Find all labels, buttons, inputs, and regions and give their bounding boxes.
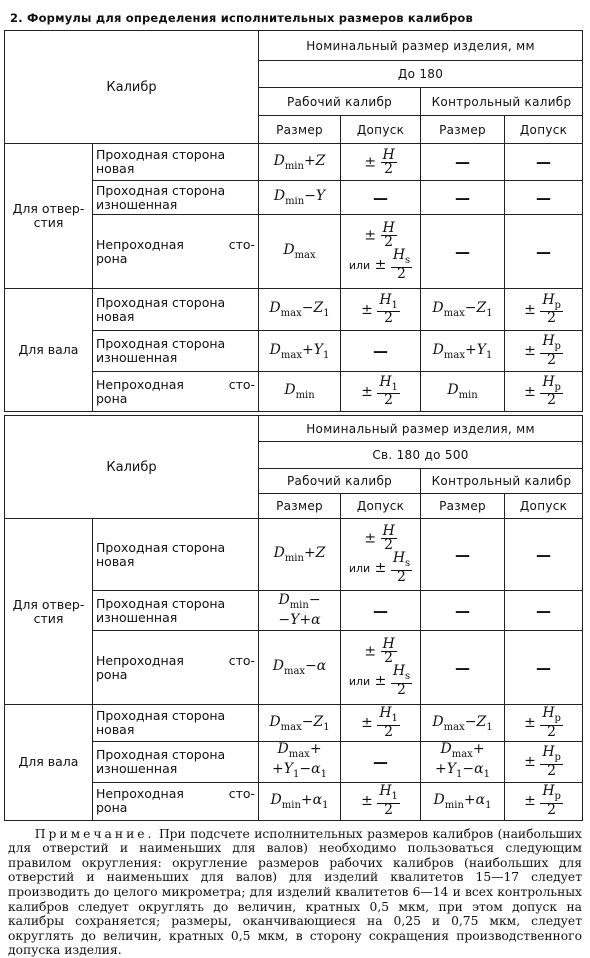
row-name: Проходная сторона новая [93, 289, 259, 331]
table-row [5, 519, 583, 591]
dash-cell: — [505, 215, 583, 289]
note-label: Примечание. [34, 826, 155, 841]
formula-cell: $D_{max}-Z_1$ [259, 705, 341, 742]
formula-cell: ± $\frac{H_1}{2}$ [341, 782, 421, 820]
row-name: Проходная сторона новая [93, 144, 259, 181]
group-hole: Для отвер-стия [5, 519, 93, 705]
formula-cell: $D_{max}+Y_1$ [259, 331, 341, 372]
header-control: Контрольный калибр [421, 88, 583, 116]
row-name: Проходная сторона новая [93, 705, 259, 742]
dash-cell: — [341, 331, 421, 372]
dash-cell: — [505, 519, 583, 591]
header-control: Контрольный калибр [421, 469, 583, 494]
formula-cell: ± $\frac{H_1}{2}$ [341, 372, 421, 412]
header-size: Размер [259, 494, 341, 519]
dash-cell: — [421, 144, 505, 181]
formula-cell: $D_{max}-Z_1$ [421, 289, 505, 331]
dash-cell: — [421, 631, 505, 705]
dash-cell: — [341, 181, 421, 215]
formula-cell: ± $\frac{H_1}{2}$ [341, 705, 421, 742]
formula-cell: $D_{min}$ [259, 372, 341, 412]
group-shaft: Для вала [5, 289, 93, 412]
dash-cell: — [505, 144, 583, 181]
formula-cell: $D_{max}-Z_1$ [421, 705, 505, 742]
dash-cell: — [505, 181, 583, 215]
row-name: Непроходная сто- рона [93, 782, 259, 820]
header-kalibr: Калибр [5, 31, 259, 144]
formula-cell: $D_{max}-Z_1$ [259, 289, 341, 331]
formula-cell: $D_{min}+Z$ [259, 144, 341, 181]
header-tol: Допуск [505, 116, 583, 144]
dash-cell: — [505, 591, 583, 631]
formula-cell: $D_{max}+$ $+Y_1-\alpha_1$ [259, 742, 341, 783]
dash-cell: — [421, 215, 505, 289]
formula-cell: $D_{min}-Y$ [259, 181, 341, 215]
formula-cell: ± $\frac{H_p}{2}$ [505, 742, 583, 783]
formula-cell: ± $\frac{H}{2}$ или ± $\frac{H_s}{2}$ [341, 519, 421, 591]
formula-cell: $D_{min}-$ −Y+α [259, 591, 341, 631]
dash-cell: — [505, 631, 583, 705]
formula-cell: $D_{min}+Z$ [259, 519, 341, 591]
table-row [5, 705, 583, 742]
formula-cell: ± $\frac{H_p}{2}$ [505, 705, 583, 742]
formula-cell: $D_{max}+$ $+Y_1-\alpha_1$ [421, 742, 505, 783]
row-name: Проходная сторона изношенная [93, 591, 259, 631]
header-size: Размер [421, 116, 505, 144]
footnote [8, 827, 582, 958]
dash-cell: — [421, 519, 505, 591]
formula-cell: $D_{max}$ [259, 215, 341, 289]
header-tol: Допуск [341, 116, 421, 144]
formula-cell: ± $\frac{H_p}{2}$ [505, 372, 583, 412]
table-title: 2. Формулы для определения исполнительных размеров калибров [10, 11, 473, 25]
group-shaft: Для вала [5, 705, 93, 821]
header-tol: Допуск [341, 494, 421, 519]
table-row [5, 289, 583, 331]
header-kalibr: Калибр [5, 416, 259, 519]
formula-cell: ± $\frac{H_p}{2}$ [505, 331, 583, 372]
header-size: Размер [259, 116, 341, 144]
header-nominal: Номинальный размер изделия, мм [259, 31, 583, 61]
row-name: Проходная сторона новая [93, 519, 259, 591]
row-name: Проходная сторона изношенная [93, 742, 259, 783]
header-working: Рабочий калибр [259, 469, 421, 494]
header-range-1: До 180 [259, 61, 583, 88]
formula-cell: $D_{min}$ [421, 372, 505, 412]
formula-table [4, 30, 583, 821]
formula-cell: ± $\frac{H}{2}$ [341, 144, 421, 181]
row-name: Непроходная сто- рона [93, 215, 259, 289]
formula-cell: ± $\frac{H_1}{2}$ [341, 289, 421, 331]
dash-cell: — [341, 742, 421, 783]
row-name: Проходная сторона изношенная [93, 181, 259, 215]
formula-cell: ± $\frac{H}{2}$ или ± $\frac{H_s}{2}$ [341, 215, 421, 289]
dash-cell: — [421, 181, 505, 215]
formula-cell: $D_{min}+\alpha_1$ [421, 782, 505, 820]
note-text: При подсчете исполнительных размеров калибров (наибольших для отверстий и наименьших для валов) необходимо пользоваться следующим правилом округления: округление размеров рабочих калибров (наибольших для отверстий и наименьших для валов) для изделий квалитетов 15—17 следует производить до целого микрометра; для изделий квалитетов 6—14 и всех контрольных калибров следует округлять до величин, кратных 0,5 мкм, при этом допуск на калибры сохраняется; размеры, оканчивающиеся на 0,25 и 0,75 мкм, следует округлять до величин, кратных 0,5 мкм, в сторону сокращения производственного допуска изделия. [8, 826, 582, 958]
formula-cell: $D_{max}+Y_1$ [421, 331, 505, 372]
header-tol: Допуск [505, 494, 583, 519]
dash-cell: — [421, 591, 505, 631]
row-name: Проходная сторона изношенная [93, 331, 259, 372]
header-range-2: Св. 180 до 500 [259, 442, 583, 469]
row-name: Непроходная сто- рона [93, 372, 259, 412]
formula-cell: $D_{min}+\alpha_1$ [259, 782, 341, 820]
formula-cell: ± $\frac{H_p}{2}$ [505, 782, 583, 820]
group-hole: Для отвер-стия [5, 144, 93, 289]
formula-cell: $D_{max}-\alpha$ [259, 631, 341, 705]
header-size: Размер [421, 494, 505, 519]
formula-cell: ± $\frac{H_p}{2}$ [505, 289, 583, 331]
header-working: Рабочий калибр [259, 88, 421, 116]
table-row [5, 144, 583, 181]
row-name: Непроходная сто- рона [93, 631, 259, 705]
formula-cell: ± $\frac{H}{2}$ или ± $\frac{H_s}{2}$ [341, 631, 421, 705]
header-nominal: Номинальный размер изделия, мм [259, 416, 583, 442]
dash-cell: — [341, 591, 421, 631]
page [4, 0, 586, 958]
